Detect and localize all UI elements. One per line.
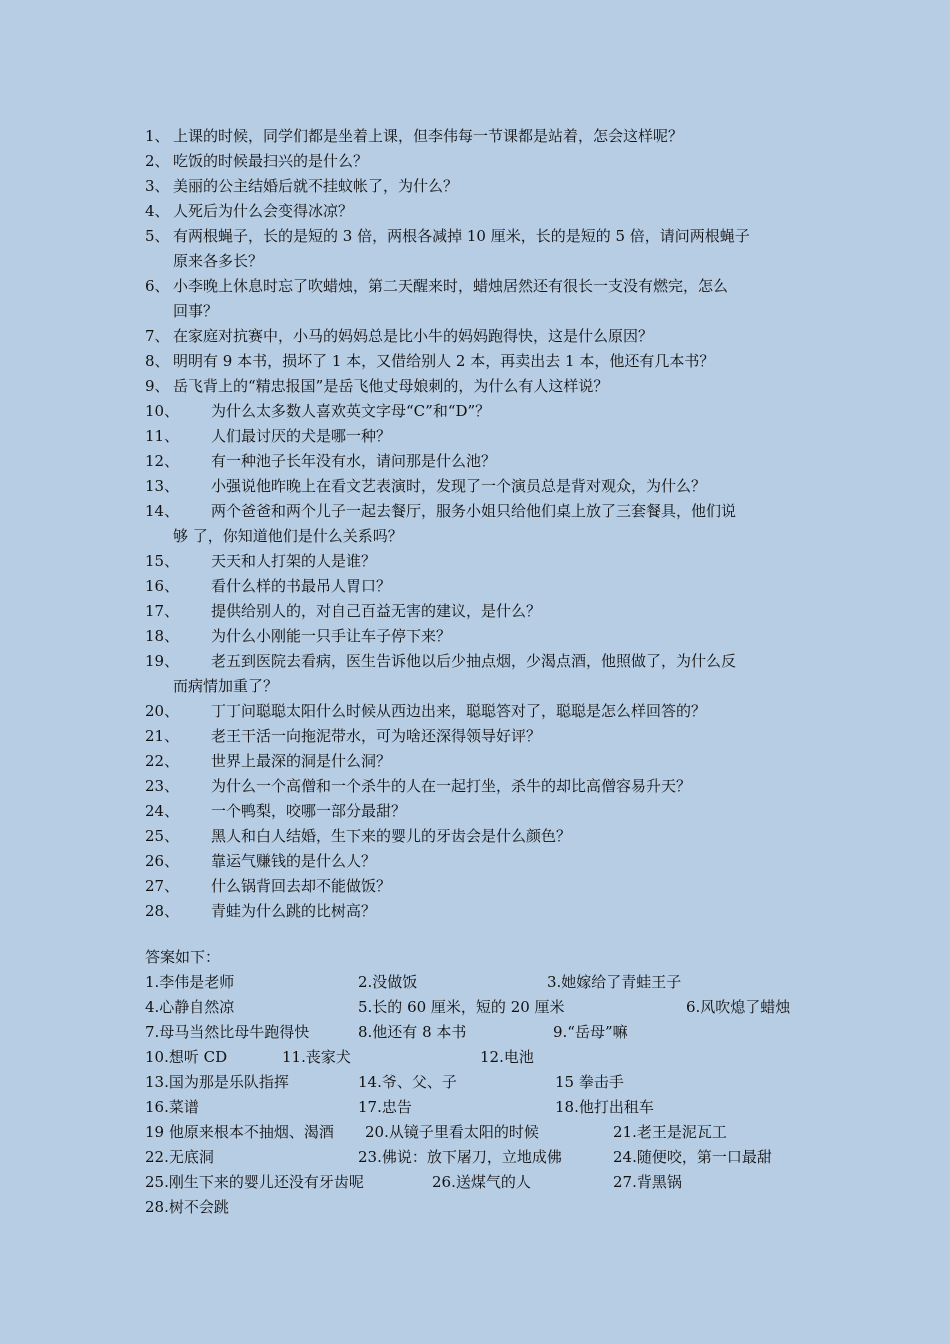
question-item (145, 174, 810, 199)
answer-item: 13.国为那是乐队指挥 (145, 1073, 289, 1091)
question-text: 明明有 9 本书，损坏了 1 本，又借给别人 2 本，再卖出去 1 本，他还有几本书？ (173, 352, 715, 370)
question-text: 提供给别人的，对自己百益无害的建议，是什么？ (211, 602, 542, 620)
answer-item: 12.电池 (480, 1048, 534, 1066)
question-number: 14、 (145, 502, 180, 520)
question-number: 8、 (145, 352, 170, 370)
answer-list (145, 970, 825, 1220)
question-item (145, 799, 810, 824)
answer-row (145, 1020, 825, 1045)
question-item (145, 449, 810, 474)
answer-item: 20.从镜子里看太阳的时候 (365, 1123, 539, 1141)
question-number: 19、 (145, 652, 180, 670)
answer-item: 8.他还有 8 本书 (358, 1023, 467, 1041)
question-number: 24、 (145, 802, 180, 820)
question-number: 15、 (145, 552, 180, 570)
answer-row (145, 1170, 825, 1195)
question-text: 为什么太多数人喜欢英文字母“C”和“D”？ (211, 402, 491, 420)
answer-item: 11.丧家犬 (282, 1048, 351, 1066)
question-number: 11、 (145, 427, 180, 445)
question-item (145, 824, 810, 849)
answer-item: 15 拳击手 (555, 1073, 624, 1091)
question-number: 17、 (145, 602, 180, 620)
question-number: 1、 (145, 127, 170, 145)
question-text: 为什么一个高僧和一个杀牛的人在一起打坐，杀牛的却比高僧容易升天？ (211, 777, 692, 795)
answer-item: 26.送煤气的人 (432, 1173, 531, 1191)
answer-item: 3.她嫁给了青蛙王子 (547, 973, 682, 991)
question-item (145, 899, 810, 924)
answer-item: 21.老王是泥瓦工 (613, 1123, 727, 1141)
question-item (145, 874, 810, 899)
question-number: 2、 (145, 152, 170, 170)
question-number: 21、 (145, 727, 180, 745)
question-text: 看什么样的书最吊人胃口？ (211, 577, 392, 595)
question-item (145, 574, 810, 599)
question-number: 3、 (145, 177, 170, 195)
answer-item: 19 他原来根本不抽烟、渴酒 (145, 1123, 334, 1141)
question-text: 人们最讨厌的犬是哪一种？ (211, 427, 392, 445)
answer-item: 5.长的 60 厘米，短的 20 厘米 (358, 998, 565, 1016)
question-number: 20、 (145, 702, 180, 720)
question-item (145, 549, 810, 574)
question-number: 4、 (145, 202, 170, 220)
question-number: 27、 (145, 877, 180, 895)
question-text-continued: 回事？ (173, 302, 219, 320)
question-number: 25、 (145, 827, 180, 845)
question-number: 6、 (145, 277, 170, 295)
question-text: 青蛙为什么跳的比树高？ (211, 902, 377, 920)
question-number: 18、 (145, 627, 180, 645)
answer-row (145, 970, 825, 995)
question-text-continued: 而病情加重了？ (173, 677, 279, 695)
question-item (145, 424, 810, 449)
answer-row (145, 1120, 825, 1145)
question-text: 有两根蝇子，长的是短的 3 倍，两根各减掉 10 厘米，长的是短的 5 倍，请问两根蝇子 (173, 227, 750, 245)
question-number: 23、 (145, 777, 180, 795)
question-item (145, 624, 810, 649)
question-text: 在家庭对抗赛中，小马的妈妈总是比小牛的妈妈跑得快，这是什么原因？ (173, 327, 654, 345)
answer-item: 7.母马当然比母牛跑得快 (145, 1023, 310, 1041)
question-number: 9、 (145, 377, 170, 395)
answer-section (145, 945, 825, 1220)
answer-row (145, 995, 825, 1020)
question-item (145, 699, 810, 724)
question-text: 有一种池子长年没有水，请问那是什么池？ (211, 452, 497, 470)
question-number: 13、 (145, 477, 180, 495)
question-text: 为什么小刚能一只手让车子停下来？ (211, 627, 452, 645)
question-text: 小李晚上休息时忘了吹蜡烛，第二天醒来时，蜡烛居然还有很长一支没有燃完，怎么 (173, 277, 729, 295)
answer-row (145, 1045, 825, 1070)
question-text-continued: 够 了，你知道他们是什么关系吗？ (173, 527, 403, 545)
answer-item: 9.“岳母”嘛 (553, 1023, 628, 1041)
question-text: 老王干活一向拖泥带水，可为啥还深得领导好评？ (211, 727, 542, 745)
answer-item: 10.想听 CD (145, 1048, 228, 1066)
question-number: 7、 (145, 327, 170, 345)
question-number: 28、 (145, 902, 180, 920)
question-text: 上课的时候，同学们都是坐着上课，但李伟每一节课都是站着，怎会这样呢？ (173, 127, 684, 145)
question-number: 22、 (145, 752, 180, 770)
answer-row (145, 1145, 825, 1170)
question-text: 丁丁问聪聪太阳什么时候从西边出来，聪聪答对了，聪聪是怎么样回答的？ (211, 702, 707, 720)
answer-row (145, 1195, 825, 1220)
question-item (145, 649, 810, 699)
question-text: 黑人和白人结婚，生下来的婴儿的牙齿会是什么颜色？ (211, 827, 572, 845)
question-item (145, 749, 810, 774)
answer-item: 17.忠告 (358, 1098, 412, 1116)
answer-item: 27.背黑锅 (613, 1173, 682, 1191)
answer-item: 18.他打出租车 (555, 1098, 654, 1116)
question-item (145, 849, 810, 874)
question-number: 5、 (145, 227, 170, 245)
question-text: 岳飞背上的“精忠报国”是岳飞他丈母娘刺的，为什么有人这样说？ (173, 377, 609, 395)
question-item (145, 399, 810, 424)
question-text: 小强说他昨晚上在看文艺表演时，发现了一个演员总是背对观众，为什么？ (211, 477, 707, 495)
answer-item: 23.佛说：放下屠刀，立地成佛 (358, 1148, 562, 1166)
answer-item: 1.李伟是老师 (145, 973, 235, 991)
question-text: 美丽的公主结婚后就不挂蚊帐了，为什么？ (173, 177, 459, 195)
answer-item: 6.风吹熄了蜡烛 (686, 998, 791, 1016)
question-number: 16、 (145, 577, 180, 595)
answer-item: 16.菜谱 (145, 1098, 199, 1116)
answer-item: 2.没做饭 (358, 973, 418, 991)
answer-item: 24.随便咬，第一口最甜 (613, 1148, 772, 1166)
question-text: 世界上最深的洞是什么洞？ (211, 752, 392, 770)
answer-row (145, 1095, 825, 1120)
question-item (145, 374, 810, 399)
answer-item: 4.心静自然凉 (145, 998, 235, 1016)
question-number: 26、 (145, 852, 180, 870)
answer-item: 28.树不会跳 (145, 1198, 229, 1216)
question-item (145, 199, 810, 224)
question-item (145, 149, 810, 174)
question-text: 天天和人打架的人是谁？ (211, 552, 377, 570)
question-text: 一个鸭梨，咬哪一部分最甜？ (211, 802, 407, 820)
answer-item: 22.无底洞 (145, 1148, 214, 1166)
question-text: 吃饭的时候最扫兴的是什么？ (173, 152, 369, 170)
question-number: 10、 (145, 402, 180, 420)
answers-heading: 答案如下： (145, 948, 221, 966)
question-number: 12、 (145, 452, 180, 470)
answer-row (145, 1070, 825, 1095)
answer-item: 14.爷、父、子 (358, 1073, 457, 1091)
question-text: 老五到医院去看病，医生告诉他以后少抽点烟，少渴点酒，他照做了，为什么反 (211, 652, 737, 670)
question-item (145, 124, 810, 149)
question-list (145, 124, 810, 924)
question-item (145, 474, 810, 499)
question-item (145, 274, 810, 324)
answer-item: 25.刚生下来的婴儿还没有牙齿呢 (145, 1173, 364, 1191)
question-item (145, 224, 810, 274)
question-text: 靠运气赚钱的是什么人？ (211, 852, 377, 870)
question-item (145, 349, 810, 374)
question-text: 两个爸爸和两个儿子一起去餐厅，服务小姐只给他们桌上放了三套餐具，他们说 (211, 502, 737, 520)
question-item (145, 774, 810, 799)
question-text: 什么锅背回去却不能做饭？ (211, 877, 392, 895)
question-item (145, 324, 810, 349)
question-text: 人死后为什么会变得冰凉？ (173, 202, 354, 220)
question-item (145, 599, 810, 624)
question-text-continued: 原来各多长？ (173, 252, 264, 270)
question-item (145, 724, 810, 749)
question-item (145, 499, 810, 549)
